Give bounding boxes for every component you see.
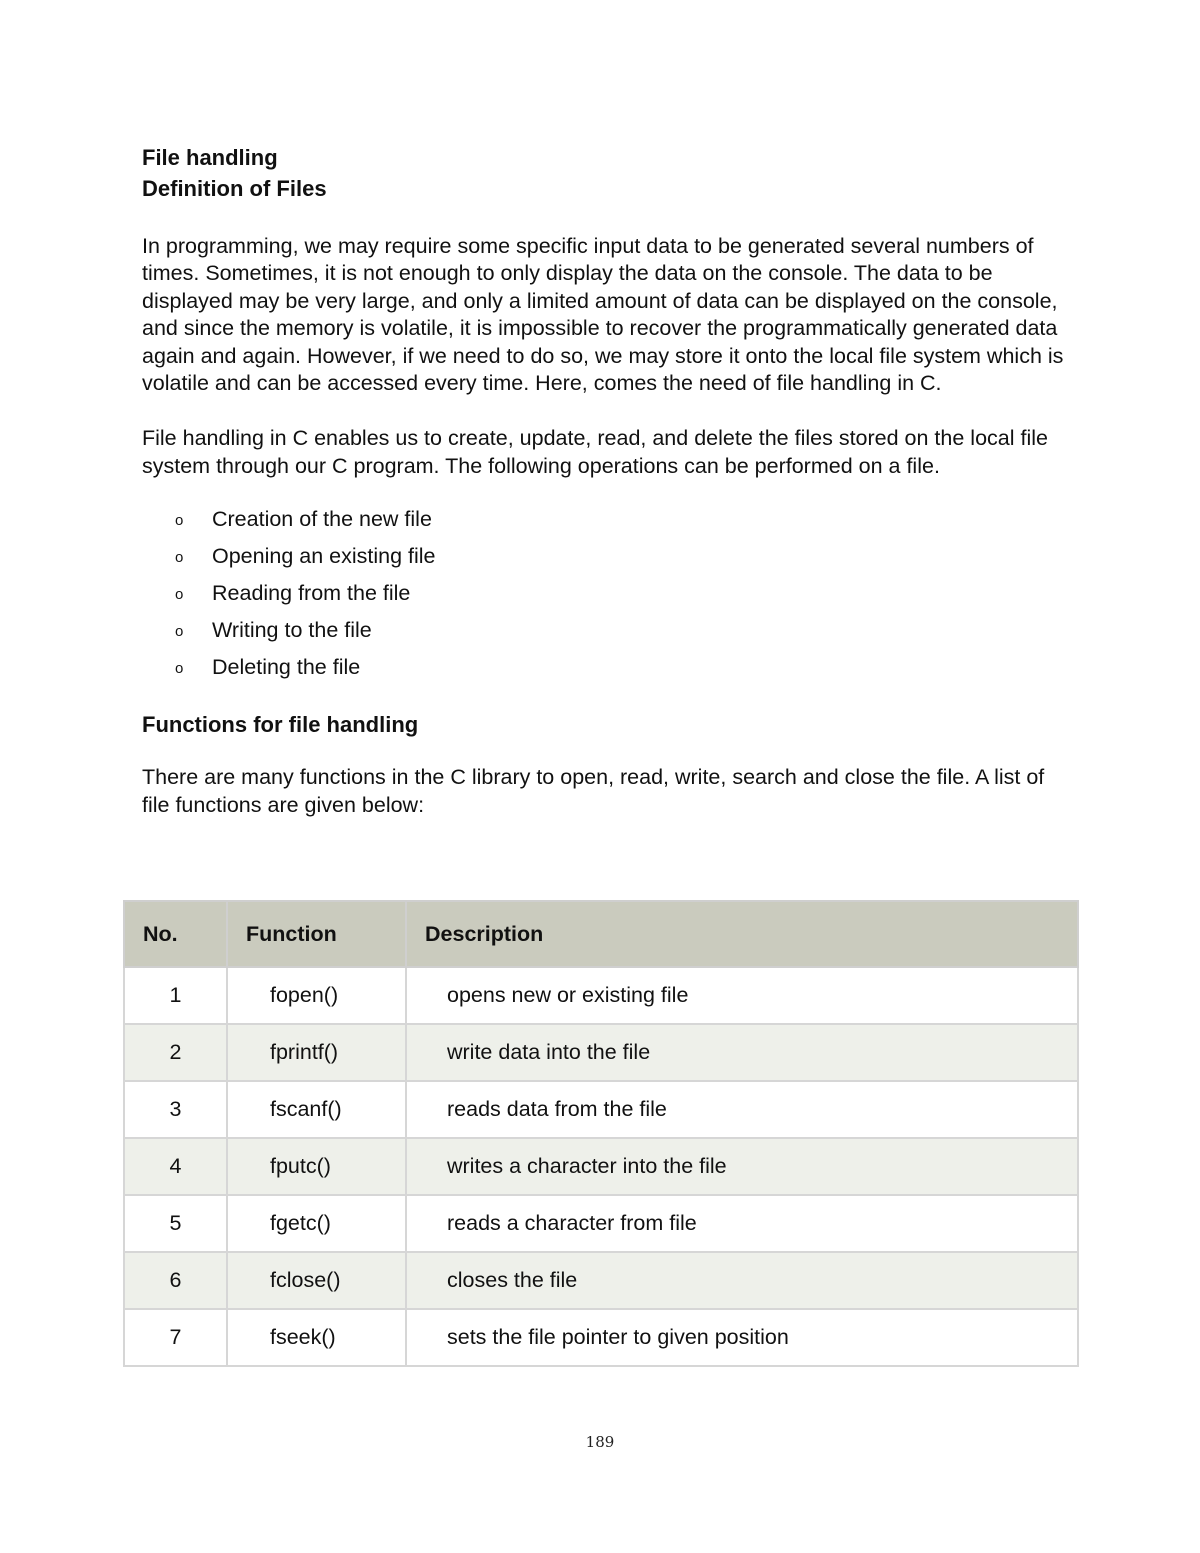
table-row — [124, 1138, 1078, 1195]
cell-no: 2 — [124, 1024, 227, 1081]
list-item-label: Reading from the file — [212, 581, 411, 606]
cell-no: 4 — [124, 1138, 227, 1195]
cell-no: 5 — [124, 1195, 227, 1252]
cell-function: fputc() — [227, 1138, 406, 1195]
bullet-icon: o — [175, 623, 184, 641]
cell-function: fscanf() — [227, 1081, 406, 1138]
cell-description: opens new or existing file — [406, 967, 1078, 1024]
cell-function: fopen() — [227, 967, 406, 1024]
list-item — [142, 541, 1072, 578]
section-heading-functions: Functions for file handling — [142, 712, 419, 738]
page-title: File handling — [142, 145, 278, 170]
section-heading-definition: Definition of Files — [142, 176, 327, 201]
bullet-icon: o — [175, 512, 184, 530]
cell-description: closes the file — [406, 1252, 1078, 1309]
table-row — [124, 1195, 1078, 1252]
cell-function: fprintf() — [227, 1024, 406, 1081]
bullet-icon: o — [175, 660, 184, 678]
page-content — [142, 142, 1072, 819]
list-item-label: Opening an existing file — [212, 544, 436, 569]
list-item — [142, 504, 1072, 541]
list-item — [142, 652, 1072, 689]
operations-intro-paragraph: File handling in C enables us to create, update, read, and delete the files stored on the local file system through our C program. The following operations can be performed on a file. — [142, 426, 1048, 478]
table-row — [124, 967, 1078, 1024]
cell-no: 7 — [124, 1309, 227, 1366]
column-header-no: No. — [124, 901, 227, 967]
cell-description: writes a character into the file — [406, 1138, 1078, 1195]
list-item — [142, 578, 1072, 615]
cell-function: fseek() — [227, 1309, 406, 1366]
bullet-icon: o — [175, 549, 184, 567]
column-header-function: Function — [227, 901, 406, 967]
cell-no: 3 — [124, 1081, 227, 1138]
list-item-label: Deleting the file — [212, 655, 361, 680]
cell-no: 6 — [124, 1252, 227, 1309]
column-header-description: Description — [406, 901, 1078, 967]
cell-function: fgetc() — [227, 1195, 406, 1252]
list-item-label: Writing to the file — [212, 618, 372, 643]
list-item-label: Creation of the new file — [212, 507, 432, 532]
cell-function: fclose() — [227, 1252, 406, 1309]
table-row — [124, 1252, 1078, 1309]
bullet-icon: o — [175, 586, 184, 604]
table-row — [124, 1309, 1078, 1366]
table-row — [124, 1081, 1078, 1138]
cell-description: reads data from the file — [406, 1081, 1078, 1138]
functions-table-container — [123, 900, 1079, 1367]
functions-table — [123, 900, 1079, 1367]
cell-description: write data into the file — [406, 1024, 1078, 1081]
cell-description: sets the file pointer to given position — [406, 1309, 1078, 1366]
page-number: 189 — [585, 1433, 615, 1451]
functions-intro-paragraph: There are many functions in the C library to open, read, write, search and close the file. A list of file functions are given below: — [142, 765, 1045, 817]
table-row — [124, 1024, 1078, 1081]
table-header-row — [124, 901, 1078, 967]
intro-paragraph: In programming, we may require some specific input data to be generated several numbers of times. Sometimes, it is not enough to only display the data on the console. The data to be displayed may be very large, and only a limited amount of data can be displayed on the console, and since the memory is volatile, it is impossible to recover the programmatically generated data again and again. However, if we need to do so, we may store it onto the local file system which is volatile and can be accessed every time. Here, comes the need of file handling in C. — [142, 234, 1064, 396]
cell-description: reads a character from file — [406, 1195, 1078, 1252]
list-item — [142, 615, 1072, 652]
operations-list — [142, 504, 1072, 689]
cell-no: 1 — [124, 967, 227, 1024]
